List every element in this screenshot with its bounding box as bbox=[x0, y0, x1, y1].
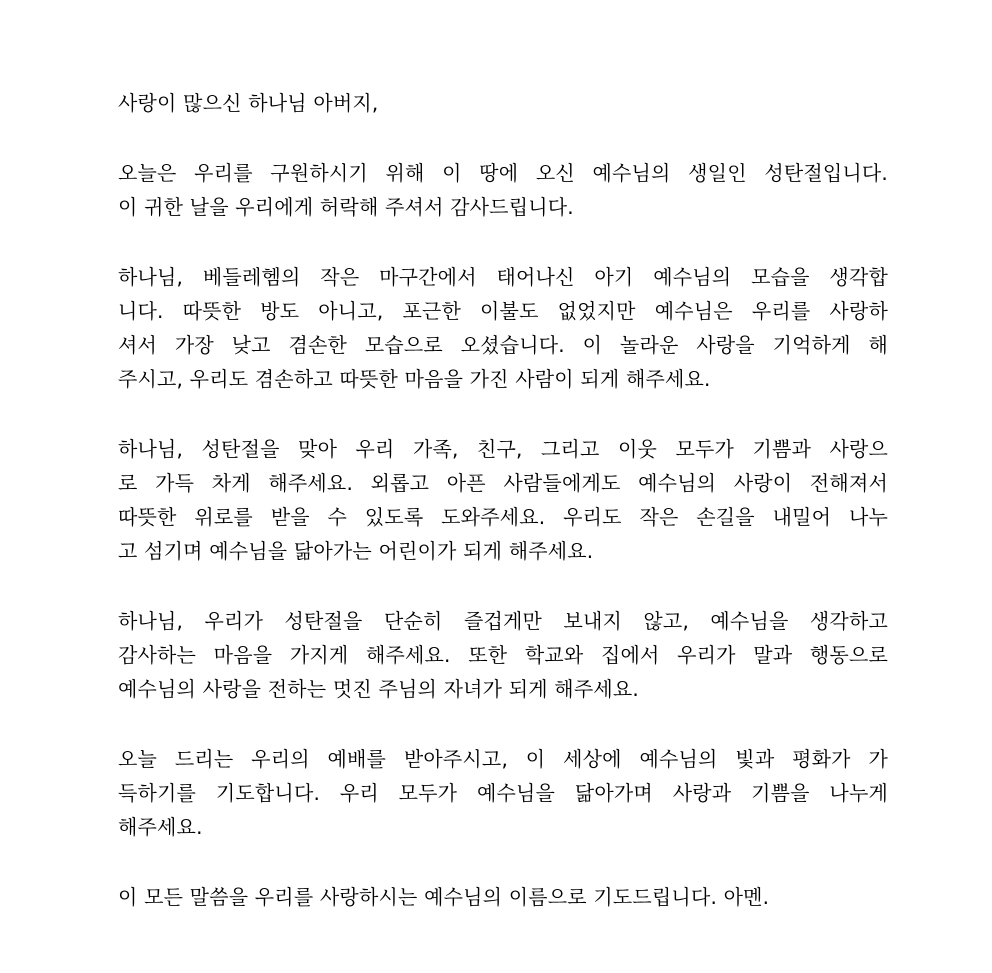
paragraph-gratitude bbox=[118, 604, 888, 706]
paragraph-gap bbox=[118, 844, 888, 880]
paragraph-line: 감사하는 마음을 가지게 해주세요. 또한 학교와 집에서 우리가 말과 행동으로 bbox=[118, 643, 888, 667]
paragraph-line: 이 귀한 날을 우리에게 허락해 주셔서 감사드립니다. bbox=[118, 195, 574, 219]
paragraph-line: 하나님, 베들레헴의 작은 마구간에서 태어나신 아기 예수님의 모습을 생각합 bbox=[118, 265, 888, 289]
paragraph-family-love bbox=[118, 432, 888, 568]
paragraph-bethlehem bbox=[118, 260, 888, 396]
paragraph-line: 오늘은 우리를 구원하시기 위해 이 땅에 오신 예수님의 생일인 성탄절입니다. bbox=[118, 161, 888, 185]
greeting-line: 사랑이 많으신 하나님 아버지, bbox=[118, 91, 379, 115]
paragraph-line: 하나님, 우리가 성탄절을 단순히 즐겁게만 보내지 않고, 예수님을 생각하고 bbox=[118, 609, 888, 633]
paragraph-christmas-intro bbox=[118, 156, 888, 224]
paragraph-line: 고 섬기며 예수님을 닮아가는 어린이가 되게 해주세요. bbox=[118, 539, 594, 563]
paragraph-gap bbox=[118, 706, 888, 742]
paragraph-line: 로 가득 차게 해주세요. 외롭고 아픈 사람들에게도 예수님의 사랑이 전해져서 bbox=[118, 471, 888, 495]
paragraph-line: 주시고, 우리도 겸손하고 따뜻한 마음을 가진 사람이 되게 해주세요. bbox=[118, 367, 711, 391]
paragraph-worship bbox=[118, 742, 888, 844]
paragraph-line: 하나님, 성탄절을 맞아 우리 가족, 친구, 그리고 이웃 모두가 기쁨과 사랑으 bbox=[118, 437, 888, 461]
paragraph-line: 예수님의 사랑을 전하는 멋진 주님의 자녀가 되게 해주세요. bbox=[118, 677, 639, 701]
paragraph-gap bbox=[118, 120, 888, 156]
closing-line: 이 모든 말씀을 우리를 사랑하시는 예수님의 이름으로 기도드립니다. 아멘. bbox=[118, 885, 770, 909]
paragraph-gap bbox=[118, 396, 888, 432]
prayer-document bbox=[118, 86, 888, 914]
paragraph-line: 니다. 따뜻한 방도 아니고, 포근한 이불도 없었지만 예수님은 우리를 사랑하 bbox=[118, 299, 888, 323]
paragraph-line: 득하기를 기도합니다. 우리 모두가 예수님을 닮아가며 사랑과 기쁨을 나누게 bbox=[118, 781, 888, 805]
paragraph-gap bbox=[118, 224, 888, 260]
paragraph-gap bbox=[118, 568, 888, 604]
paragraph-line: 해주세요. bbox=[118, 815, 203, 839]
paragraph-line: 오늘 드리는 우리의 예배를 받아주시고, 이 세상에 예수님의 빛과 평화가 가 bbox=[118, 747, 888, 771]
paragraph-line: 셔서 가장 낮고 겸손한 모습으로 오셨습니다. 이 놀라운 사랑을 기억하게 해 bbox=[118, 333, 888, 357]
paragraph-line: 따뜻한 위로를 받을 수 있도록 도와주세요. 우리도 작은 손길을 내밀어 나누 bbox=[118, 505, 888, 529]
